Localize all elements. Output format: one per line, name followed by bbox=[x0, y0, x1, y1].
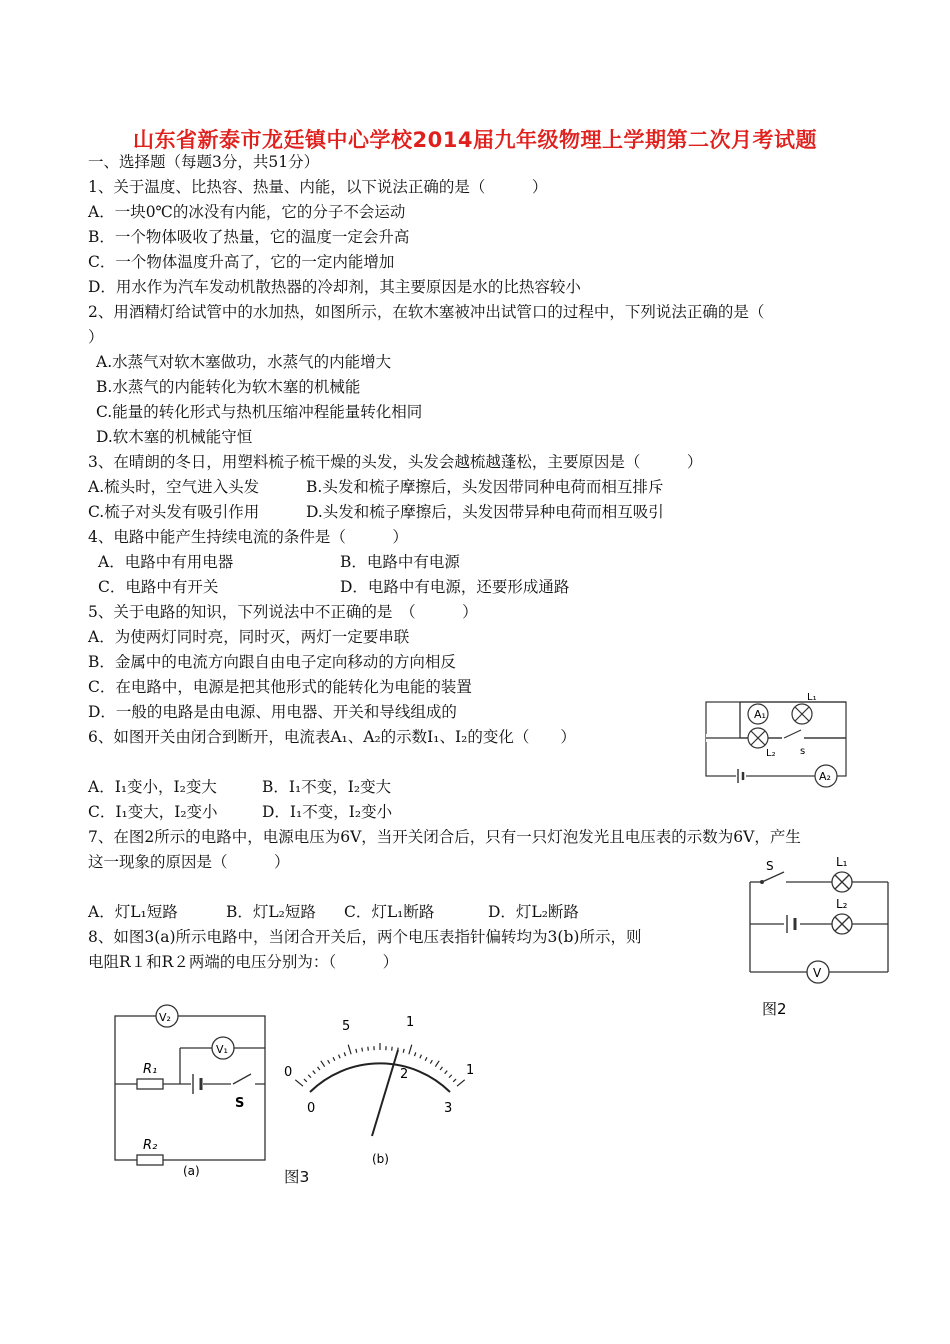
q2-stem-cont: ） bbox=[88, 328, 104, 346]
q8-stem-cont: 电阻R１和R２两端的电压分别为：（ ） bbox=[88, 953, 399, 971]
q7-stem-cont: 这一现象的原因是（ ） bbox=[88, 853, 290, 871]
dial-tick bbox=[425, 1057, 427, 1061]
q6-circuit-diagram bbox=[700, 690, 860, 790]
q8-circuit-diagram-a bbox=[105, 1000, 280, 1180]
section-heading: 一、选择题（每题3分，共51分） bbox=[88, 153, 320, 171]
outer-scale-10: 1 bbox=[406, 1015, 415, 1030]
dial-tick bbox=[457, 1080, 465, 1086]
q4-stem: 4、电路中能产生持续电流的条件是（ ） bbox=[88, 528, 408, 546]
q3-stem: 3、在晴朗的冬日，用塑料梳子梳干燥的头发，头发会越梳越蓬松，主要原因是（ ） bbox=[88, 453, 703, 471]
outer-scale-0: 0 bbox=[284, 1065, 293, 1080]
figure-2-caption: 图2 bbox=[762, 1000, 787, 1018]
q4-option-d: D．电路中有电源，还要形成通路 bbox=[340, 578, 570, 596]
r2-label: R₂ bbox=[143, 1138, 158, 1153]
dial-tick bbox=[356, 1049, 357, 1053]
q3-option-a: A.梳头时，空气进入头发 bbox=[88, 478, 260, 496]
q2-option-a: A.水蒸气对软木塞做功，水蒸气的内能增大 bbox=[96, 353, 392, 371]
dial-tick bbox=[403, 1049, 404, 1053]
dial-tick bbox=[420, 1055, 422, 1059]
q3-option-b: B.头发和梳子摩擦后，头发因带同种电荷而相互排斥 bbox=[306, 478, 664, 496]
q1-option-b: B．一个物体吸收了热量，它的温度一定会升高 bbox=[88, 228, 410, 246]
q7-stem: 7、在图2所示的电路中，电源电压为6V，当开关闭合后，只有一只灯泡发光且电压表的示数为6V，产生 bbox=[88, 828, 801, 846]
q5-option-b: B．金属中的电流方向跟自由电子定向移动的方向相反 bbox=[88, 653, 456, 671]
l2-label: L₂ bbox=[836, 897, 848, 911]
dial-tick bbox=[453, 1079, 456, 1082]
dial-tick bbox=[333, 1057, 335, 1061]
outer-scale-5: 5 bbox=[342, 1019, 351, 1034]
dial-tick bbox=[449, 1075, 452, 1078]
l1-label: L₁ bbox=[836, 855, 848, 869]
figure-a-label: (a) bbox=[183, 1164, 200, 1178]
q5-stem: 5、关于电路的知识，下列说法中不正确的是 （ ） bbox=[88, 603, 478, 621]
resistor-r1-icon bbox=[137, 1079, 163, 1089]
q6-option-b: B．I₁不变，I₂变大 bbox=[262, 778, 392, 796]
q6-option-a: A．I₁变小，I₂变大 bbox=[88, 778, 217, 796]
q7-option-c: C．灯L₁断路 bbox=[344, 903, 435, 921]
r1-label: R₁ bbox=[143, 1062, 158, 1077]
q5-option-d: D．一般的电路是由电源、用电器、开关和导线组成的 bbox=[88, 703, 457, 721]
q3-option-d: D.头发和梳子摩擦后，头发因带异种电荷而相互吸引 bbox=[306, 503, 664, 521]
q6-option-d: D．I₁不变，I₂变小 bbox=[262, 803, 393, 821]
switch-icon bbox=[762, 872, 784, 882]
q2-stem: 2、用酒精灯给试管中的水加热，如图所示，在软木塞被冲出试管口的过程中，下列说法正确的是（ bbox=[88, 303, 765, 321]
a1-label: A₁ bbox=[754, 708, 766, 721]
v-label: V bbox=[813, 966, 822, 980]
dial-tick bbox=[344, 1052, 345, 1056]
q6-stem: 6、如图开关由闭合到断开，电流表A₁、A₂的示数I₁、I₂的变化（ ） bbox=[88, 728, 576, 746]
dial-tick bbox=[308, 1075, 311, 1078]
q8-voltmeter-dial-b bbox=[280, 1010, 480, 1170]
q7-option-d: D．灯L₂断路 bbox=[488, 903, 579, 921]
dial-tick bbox=[435, 1061, 439, 1067]
q2-option-d: D.软木塞的机械能守恒 bbox=[96, 428, 253, 446]
q1-option-a: A．一块0℃的冰没有内能，它的分子不会运动 bbox=[88, 203, 406, 221]
q7-option-a: A．灯L₁短路 bbox=[88, 903, 178, 921]
q3-option-c: C.梳子对头发有吸引作用 bbox=[88, 503, 260, 521]
q1-stem: 1、关于温度、比热容、热量、内能，以下说法正确的是（ ） bbox=[88, 178, 548, 196]
q2-option-c: C.能量的转化形式与热机压缩冲程能量转化相同 bbox=[96, 403, 423, 421]
dial-tick bbox=[318, 1067, 320, 1070]
dial-tick bbox=[445, 1071, 448, 1074]
dial-tick bbox=[348, 1045, 351, 1055]
q5-option-c: C．在电路中，电源是把其他形式的能转化为电能的装置 bbox=[88, 678, 472, 696]
s-label: S bbox=[235, 1096, 245, 1111]
dial-tick bbox=[440, 1067, 442, 1070]
q1-option-c: C．一个物体温度升高了，它的一定内能增加 bbox=[88, 253, 395, 271]
figure-3-caption: 图3 bbox=[284, 1168, 310, 1186]
inner-scale-0: 0 bbox=[307, 1101, 316, 1116]
v1-label: V₁ bbox=[216, 1043, 228, 1056]
dial-tick bbox=[362, 1048, 363, 1052]
dial-tick bbox=[321, 1061, 325, 1067]
dial-tick bbox=[409, 1045, 412, 1055]
q7-circuit-diagram bbox=[740, 852, 900, 1027]
q6-option-c: C．I₁变大，I₂变小 bbox=[88, 803, 218, 821]
figure-b-label: (b) bbox=[372, 1152, 389, 1166]
inner-scale-2: 2 bbox=[400, 1067, 409, 1082]
q4-option-c: C．电路中有开关 bbox=[98, 578, 219, 596]
dial-tick bbox=[313, 1071, 316, 1074]
q8-stem: 8、如图3(a)所示电路中，当闭合开关后，两个电压表指针偏转均为3(b)所示，则 bbox=[88, 928, 642, 946]
dial-tick bbox=[304, 1079, 307, 1082]
dial-tick bbox=[339, 1055, 341, 1059]
l1-label: L₁ bbox=[807, 692, 817, 703]
q7-option-b: B．灯L₂短路 bbox=[226, 903, 316, 921]
q1-option-d: D．用水作为汽车发动机散热器的冷却剂，其主要原因是水的比热容较小 bbox=[88, 278, 581, 296]
outer-scale-15: 1 bbox=[466, 1063, 475, 1078]
dial-tick bbox=[430, 1060, 432, 1063]
l2-label: L₂ bbox=[766, 748, 776, 759]
q4-option-b: B．电路中有电源 bbox=[340, 553, 460, 571]
inner-scale-3: 3 bbox=[444, 1101, 453, 1116]
q5-option-a: A．为使两灯同时亮，同时灭，两灯一定要串联 bbox=[88, 628, 410, 646]
dial-tick bbox=[295, 1080, 303, 1086]
dial-tick bbox=[328, 1060, 330, 1063]
resistor-r2-icon bbox=[137, 1155, 163, 1165]
s-label: S bbox=[766, 859, 774, 873]
q4-option-a: A．电路中有用电器 bbox=[98, 553, 234, 571]
dial-tick bbox=[414, 1052, 415, 1056]
v2-label: V₂ bbox=[159, 1011, 171, 1024]
q2-option-b: B.水蒸气的内能转化为软木塞的机械能 bbox=[96, 378, 361, 396]
a2-label: A₂ bbox=[819, 770, 831, 783]
s-label: s bbox=[800, 746, 806, 757]
exam-title: 山东省新泰市龙廷镇中心学校2014届九年级物理上学期第二次月考试题 bbox=[133, 128, 817, 152]
